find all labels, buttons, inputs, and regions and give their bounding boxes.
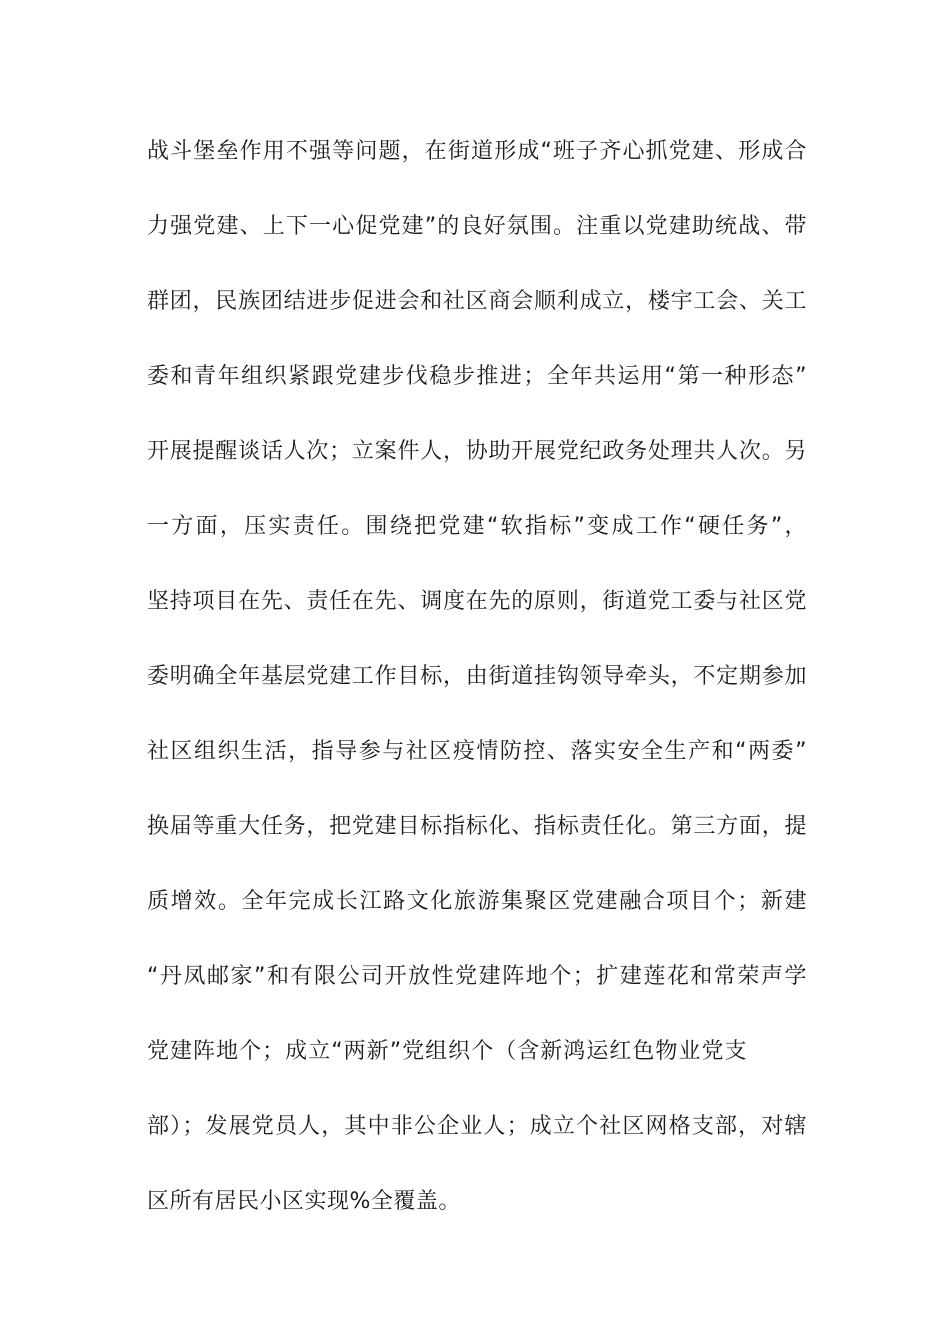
paragraph-line: 群团，民族团结进步促进会和社区商会顺利成立，楼宇工会、关工 [147,289,807,314]
paragraph-line: 开展提醒谈话人次；立案件人，协助开展党纪政务处理共人次。另 [147,439,807,464]
paragraph-line: 一方面，压实责任。围绕把党建“软指标”变成工作“硬任务”， [147,514,807,539]
paragraph-line: 换届等重大任务，把党建目标指标化、指标责任化。第三方面，提 [147,814,807,839]
paragraph-line: “丹凤邮家”和有限公司开放性党建阵地个；扩建莲花和常荣声学 [147,964,807,989]
paragraph-line: 党建阵地个；成立“两新”党组织个（含新鸿运红色物业党支 [147,1039,747,1064]
paragraph-line: 战斗堡垒作用不强等问题，在街道形成“班子齐心抓党建、形成合 [147,139,807,164]
paragraph-line-last: 区所有居民小区实现%全覆盖。 [147,1189,461,1214]
paragraph-line: 力强党建、上下一心促党建”的良好氛围。注重以党建助统战、带 [147,214,807,239]
paragraph-line: 质增效。全年完成长江路文化旅游集聚区党建融合项目个；新建 [147,889,807,914]
paragraph-line: 社区组织生活，指导参与社区疫情防控、落实安全生产和“两委” [147,739,807,764]
paragraph-line: 委和青年组织紧跟党建步伐稳步推进；全年共运用“第一种形态” [147,364,807,389]
paragraph-line: 部）；发展党员人，其中非公企业人；成立个社区网格支部，对辖 [147,1114,807,1139]
paragraph-line: 委明确全年基层党建工作目标，由街道挂钩领导牵头，不定期参加 [147,664,807,689]
paragraph-line: 坚持项目在先、责任在先、调度在先的原则，街道党工委与社区党 [147,589,807,614]
